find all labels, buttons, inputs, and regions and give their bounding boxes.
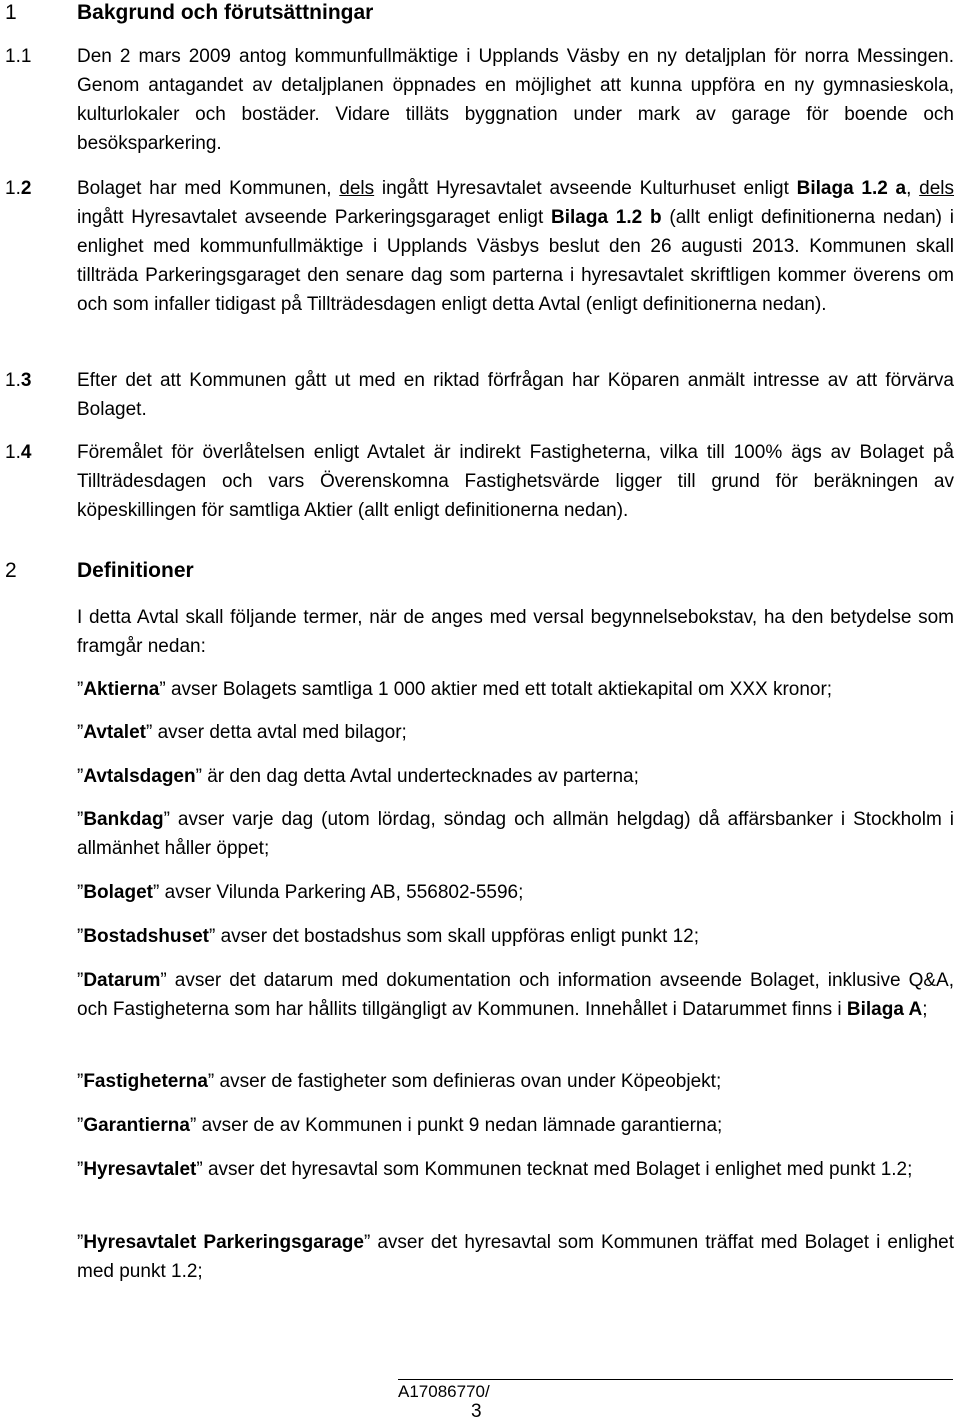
definition-item: ”Bostadshuset” avser det bostadshus som skall uppföras enligt punkt 12; [77,926,700,947]
definition-term: Hyresavtalet Parkeringsgarage [83,1232,364,1253]
paragraph-number: 1.2 [5,178,32,199]
definition-term: Bostadshuset [83,926,209,947]
definition-item: ”Bolaget” avser Vilunda Parkering AB, 556802-5596; [77,882,524,903]
bilaga-reference: Bilaga 1.2 b [551,207,662,228]
paragraph-number: 1.1 [5,46,32,67]
paragraph-1-1: Den 2 mars 2009 antog kommunfullmäktige i Upplands Väsby en ny detaljplan för norra Messingen. Genom antagandet av detaljplanen öppnades en möjlighet att kunna uppföra en ny gymnasieskola, kulturlokaler och bostäder. Vidare tilläts byggnation under mark av garage för boende och besöksparkering. [77,46,954,154]
definition-term: Fastigheterna [83,1071,208,1092]
paragraph-number: 1.4 [5,442,32,463]
paragraph-1-3: Efter det att Kommunen gått ut med en riktad förfrågan har Köparen anmält intresse av att förvärva Bolaget. [77,370,954,420]
section-title: Definitioner [77,559,194,582]
paragraph-number: 1.3 [5,370,32,391]
definition-item: ”Garantierna” avser de av Kommunen i punkt 9 nedan lämnade garantierna; [77,1115,723,1136]
bilaga-reference: Bilaga 1.2 a [796,178,907,199]
definition-term: Avtalet [83,722,146,743]
dels-underlined: dels [339,178,375,199]
definition-term: Bolaget [83,882,154,903]
definition-term: Hyresavtalet [83,1159,197,1180]
definition-term: Garantierna [83,1115,190,1136]
definition-item: ”Datarum” avser det datarum med dokumentation och information avseende Bolaget, inklusive Q&A, och Fastigheterna som har hållits tillgängligt av Kommunen. Innehållet i Datarummet finns i Bilaga A; [77,970,954,1020]
dels-underlined: dels [919,178,955,199]
definition-item: ”Hyresavtalet Parkeringsgarage” avser det hyresavtal som Kommunen träffat med Bolaget i enlighet med punkt 1.2; [77,1232,954,1282]
definition-term: Datarum [83,970,161,991]
paragraph-1-2: Bolaget har med Kommunen, dels ingått Hyresavtalet avseende Kulturhuset enligt Bilaga 1.2 a, dels ingått Hyresavtalet avseende Parkeringsgaraget enligt Bilaga 1.2 b (allt enligt definitionerna nedan) i enlighet med kommunfullmäktige i Upplands Väsbys beslut den 26 augusti 2013. Kommunen skall tillträda Parkeringsgaraget den senare dag som parterna i hyresavtalet skriftligen kommer överens om och som infaller tidigast på Tillträdesdagen enligt detta Avtal (enligt definitionerna nedan). [77,178,955,315]
definition-item: ”Avtalet” avser detta avtal med bilagor; [77,722,407,743]
definition-item: ”Avtalsdagen” är den dag detta Avtal undertecknades av parterna; [77,766,639,787]
definition-item: ”Bankdag” avser varje dag (utom lördag, söndag och allmän helgdag) då affärsbanker i Stockholm i allmänhet håller öppet; [77,809,954,859]
section-title: Bakgrund och förutsättningar [77,1,374,24]
section-number: 2 [5,559,17,582]
definition-term: Aktierna [83,679,160,700]
section-number: 1 [5,1,17,24]
document-reference: A17086770/ [398,1382,490,1401]
definition-item: ”Hyresavtalet” avser det hyresavtal som Kommunen tecknat med Bolaget i enlighet med punkt 1.2; [77,1159,913,1180]
page-number: 3 [471,1401,482,1422]
paragraph-1-4: Föremålet för överlåtelsen enligt Avtalet är indirekt Fastigheterna, vilka till 100% ägs av Bolaget på Tillträdesdagen och vars Överenskomna Fastighetsvärde ligger till grund för beräkningen av köpeskillingen för samtliga Aktier (allt enligt definitionerna nedan). [77,442,954,521]
definitions-intro: I detta Avtal skall följande termer, när de anges med versal begynnelsebokstav, ha den betydelse som framgår nedan: [77,607,954,657]
definition-term: Avtalsdagen [83,766,196,787]
definition-term: Bankdag [83,809,164,830]
definition-item: ”Fastigheterna” avser de fastigheter som definieras ovan under Köpeobjekt; [77,1071,722,1092]
definition-item: ”Aktierna” avser Bolagets samtliga 1 000 aktier med ett totalt aktiekapital om XXX kronor; [77,679,833,700]
footer-divider [398,1379,953,1380]
